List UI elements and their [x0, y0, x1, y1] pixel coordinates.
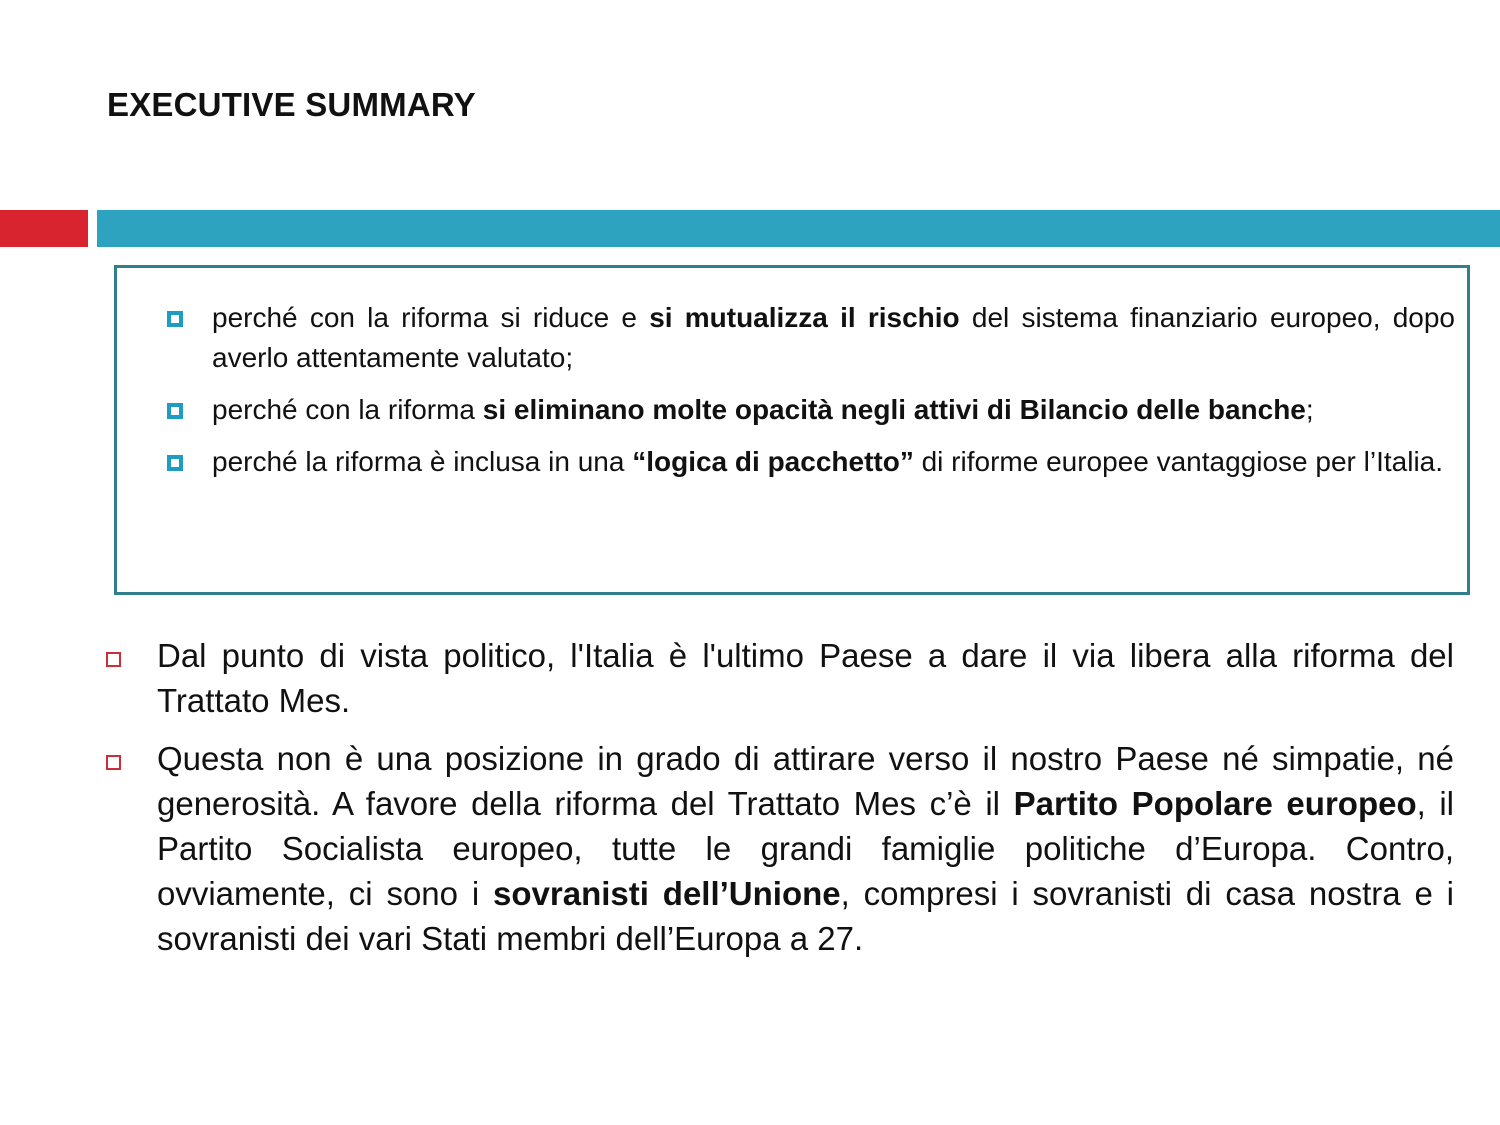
main-bullet-list — [106, 633, 1454, 974]
item-bold-text: si eliminano molte opacità negli attivi di Bilancio delle banche — [482, 394, 1306, 425]
item-text: , il Partito Socialista europeo, tutte le grandi famiglie politiche d’Europa. Contro, ovviamente, ci sono i — [157, 785, 1455, 912]
highlight-item — [167, 298, 1455, 378]
hollow-square-bullet-icon — [106, 755, 121, 770]
item-bold-text: Partito Popolare europeo — [1013, 785, 1417, 822]
item-text: ; — [1305, 394, 1314, 425]
red-accent-band — [0, 210, 88, 247]
item-text: Dal punto di vista politico, l'Italia è l'ultimo Paese a dare il via libera alla riforma del Trattato Mes. — [157, 637, 1454, 719]
square-bullet-icon — [167, 455, 183, 471]
square-bullet-icon — [167, 403, 183, 419]
highlight-box — [114, 265, 1470, 595]
item-text: perché con la riforma si riduce e — [212, 302, 650, 333]
item-text: perché con la riforma — [212, 394, 483, 425]
square-bullet-icon — [167, 311, 183, 327]
hollow-square-bullet-icon — [106, 652, 121, 667]
main-bullet-item — [106, 633, 1454, 723]
item-text: del sistema finanziario europeo, dopo averlo attentamente valutato; — [212, 302, 1456, 373]
highlight-item — [167, 442, 1455, 482]
item-bold-text: “logica di pacchetto” — [632, 446, 914, 477]
item-text: di riforme europee vantaggiose per l’Italia. — [913, 446, 1444, 477]
main-bullet-item — [106, 736, 1454, 961]
item-text: perché la riforma è inclusa in una — [212, 446, 633, 477]
item-bold-text: sovranisti dell’Unione — [493, 875, 841, 912]
teal-accent-band — [97, 210, 1500, 247]
highlight-list — [167, 298, 1455, 494]
slide-title: EXECUTIVE SUMMARY — [107, 86, 476, 123]
item-text: , compresi i sovranisti di casa nostra e i sovranisti dei vari Stati membri dell’Europa a 27. — [157, 875, 1454, 957]
item-text: Questa non è una posizione in grado di attirare verso il nostro Paese né simpatie, né generosità. A favore della riforma del Trattato Mes c’è il — [157, 740, 1454, 822]
highlight-item — [167, 390, 1455, 430]
item-bold-text: si mutualizza il rischio — [649, 302, 960, 333]
